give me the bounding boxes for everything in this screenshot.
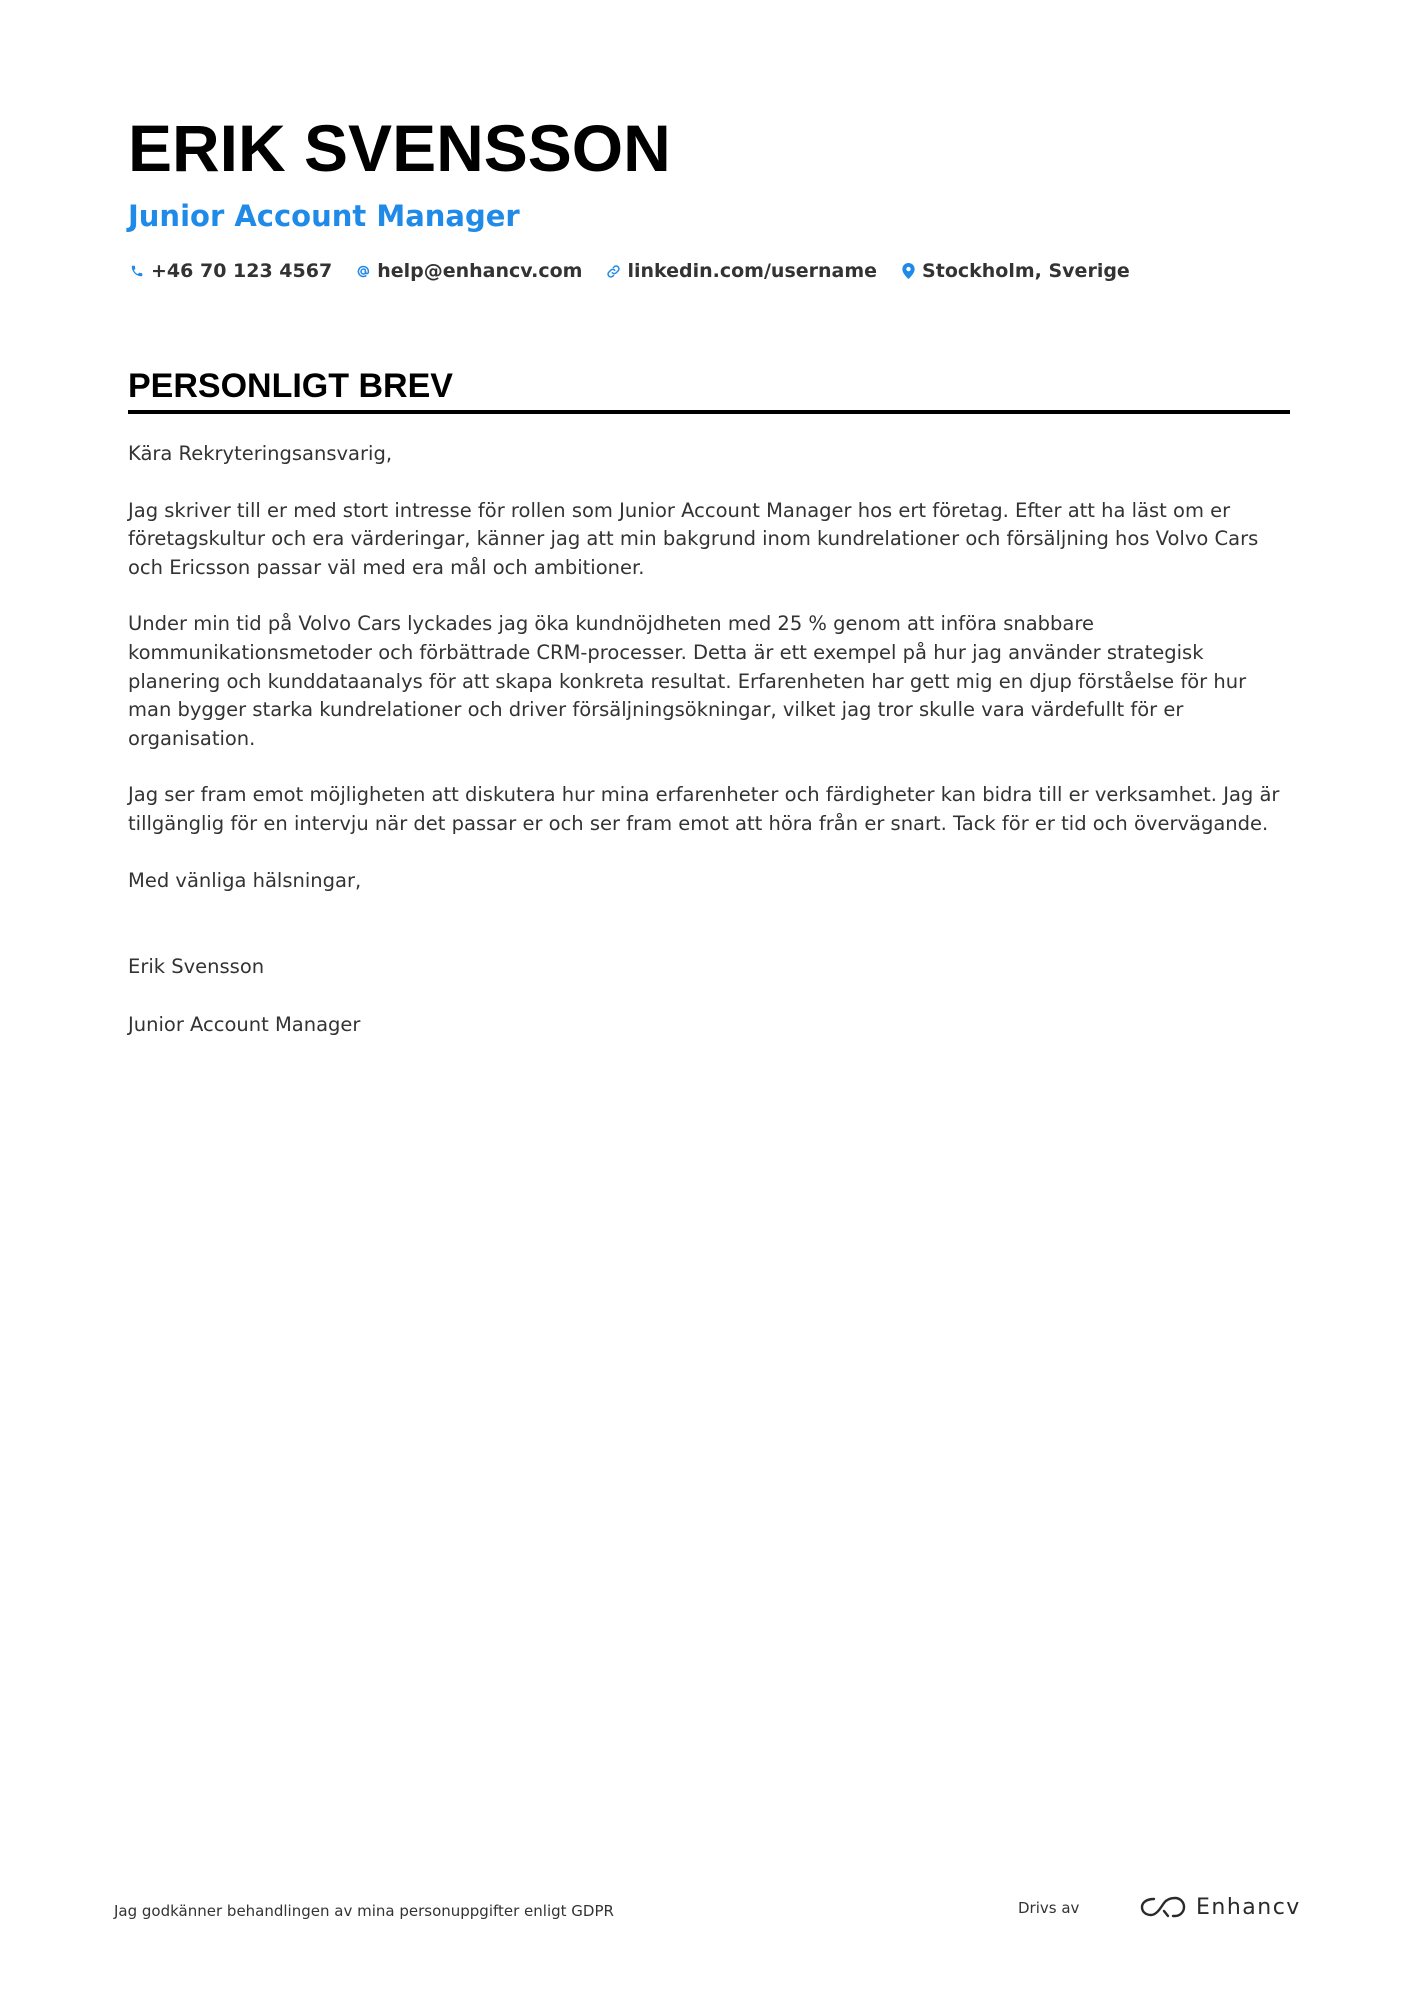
job-title: Junior Account Manager [128,199,520,233]
applicant-name: ERIK SVENSSON [128,111,671,185]
contact-linkedin[interactable] [604,260,877,282]
gdpr-consent-text: Jag godkänner behandlingen av mina personuppgifter enligt GDPR [114,1902,614,1920]
section-divider [128,410,1290,414]
letter-body [128,440,1290,1039]
contact-bar [128,260,1288,282]
letter-paragraph-1: Jag skriver till er med stort intresse för rollen som Junior Account Manager hos ert företag. Efter att ha läst om er företagskultur och era värderingar, känner jag att min bakgrund inom kundrelationer och försäljning hos Volvo Cars och Ericsson passar väl med era mål och ambitioner. [128,498,1259,579]
section-title: PERSONLIGT BREV [128,367,453,405]
footer [114,1890,1301,1930]
contact-linkedin-text: linkedin.com/username [627,260,878,282]
phone-icon [128,262,146,280]
contact-email[interactable] [354,260,582,282]
enhancv-logo-icon [1140,1894,1186,1920]
location-pin-icon [899,262,917,280]
powered-by-label: Drivs av [1018,1899,1080,1917]
letter-greeting: Kära Rekryteringsansvarig, [128,442,393,465]
brand-name: Enhancv [1196,1894,1301,1920]
at-icon [354,262,372,280]
enhancv-brand[interactable] [1140,1890,1301,1924]
letter-closing: Med vänliga hälsningar, [128,868,362,892]
cover-letter-section [128,366,1290,1067]
signature-title: Junior Account Manager [128,1012,361,1036]
link-icon [604,262,622,280]
header [128,112,1288,282]
letter-paragraph-3: Jag ser fram emot möjligheten att diskutera hur mina erfarenheter och färdigheter kan bidra till er verksamhet. Jag är tillgänglig för en intervju när det passar er och ser fram emot att höra från er snart. Tack för er tid och övervägande. [128,783,1280,835]
signature-name: Erik Svensson [128,955,265,979]
letter-paragraph-2: Under min tid på Volvo Cars lyckades jag öka kundnöjdheten med 25 % genom att införa snabbare kommunikationsmetoder och förbättrade CRM-processer. Detta är ett exempel på hur jag använder strategisk planering och kunddataanalys för att skapa konkreta resultat. Erfarenheten har gett mig en djup förståelse för hur man bygger starka kundrelationer och driver försäljningsökningar, vilket jag tror skulle vara värdefullt för er organisation. [128,612,1247,750]
contact-location-text: Stockholm, Sverige [922,260,1130,282]
contact-location [899,260,1130,282]
contact-phone-text: +46 70 123 4567 [151,260,333,282]
contact-email-text: help@enhancv.com [377,260,583,282]
contact-phone[interactable] [128,260,332,282]
